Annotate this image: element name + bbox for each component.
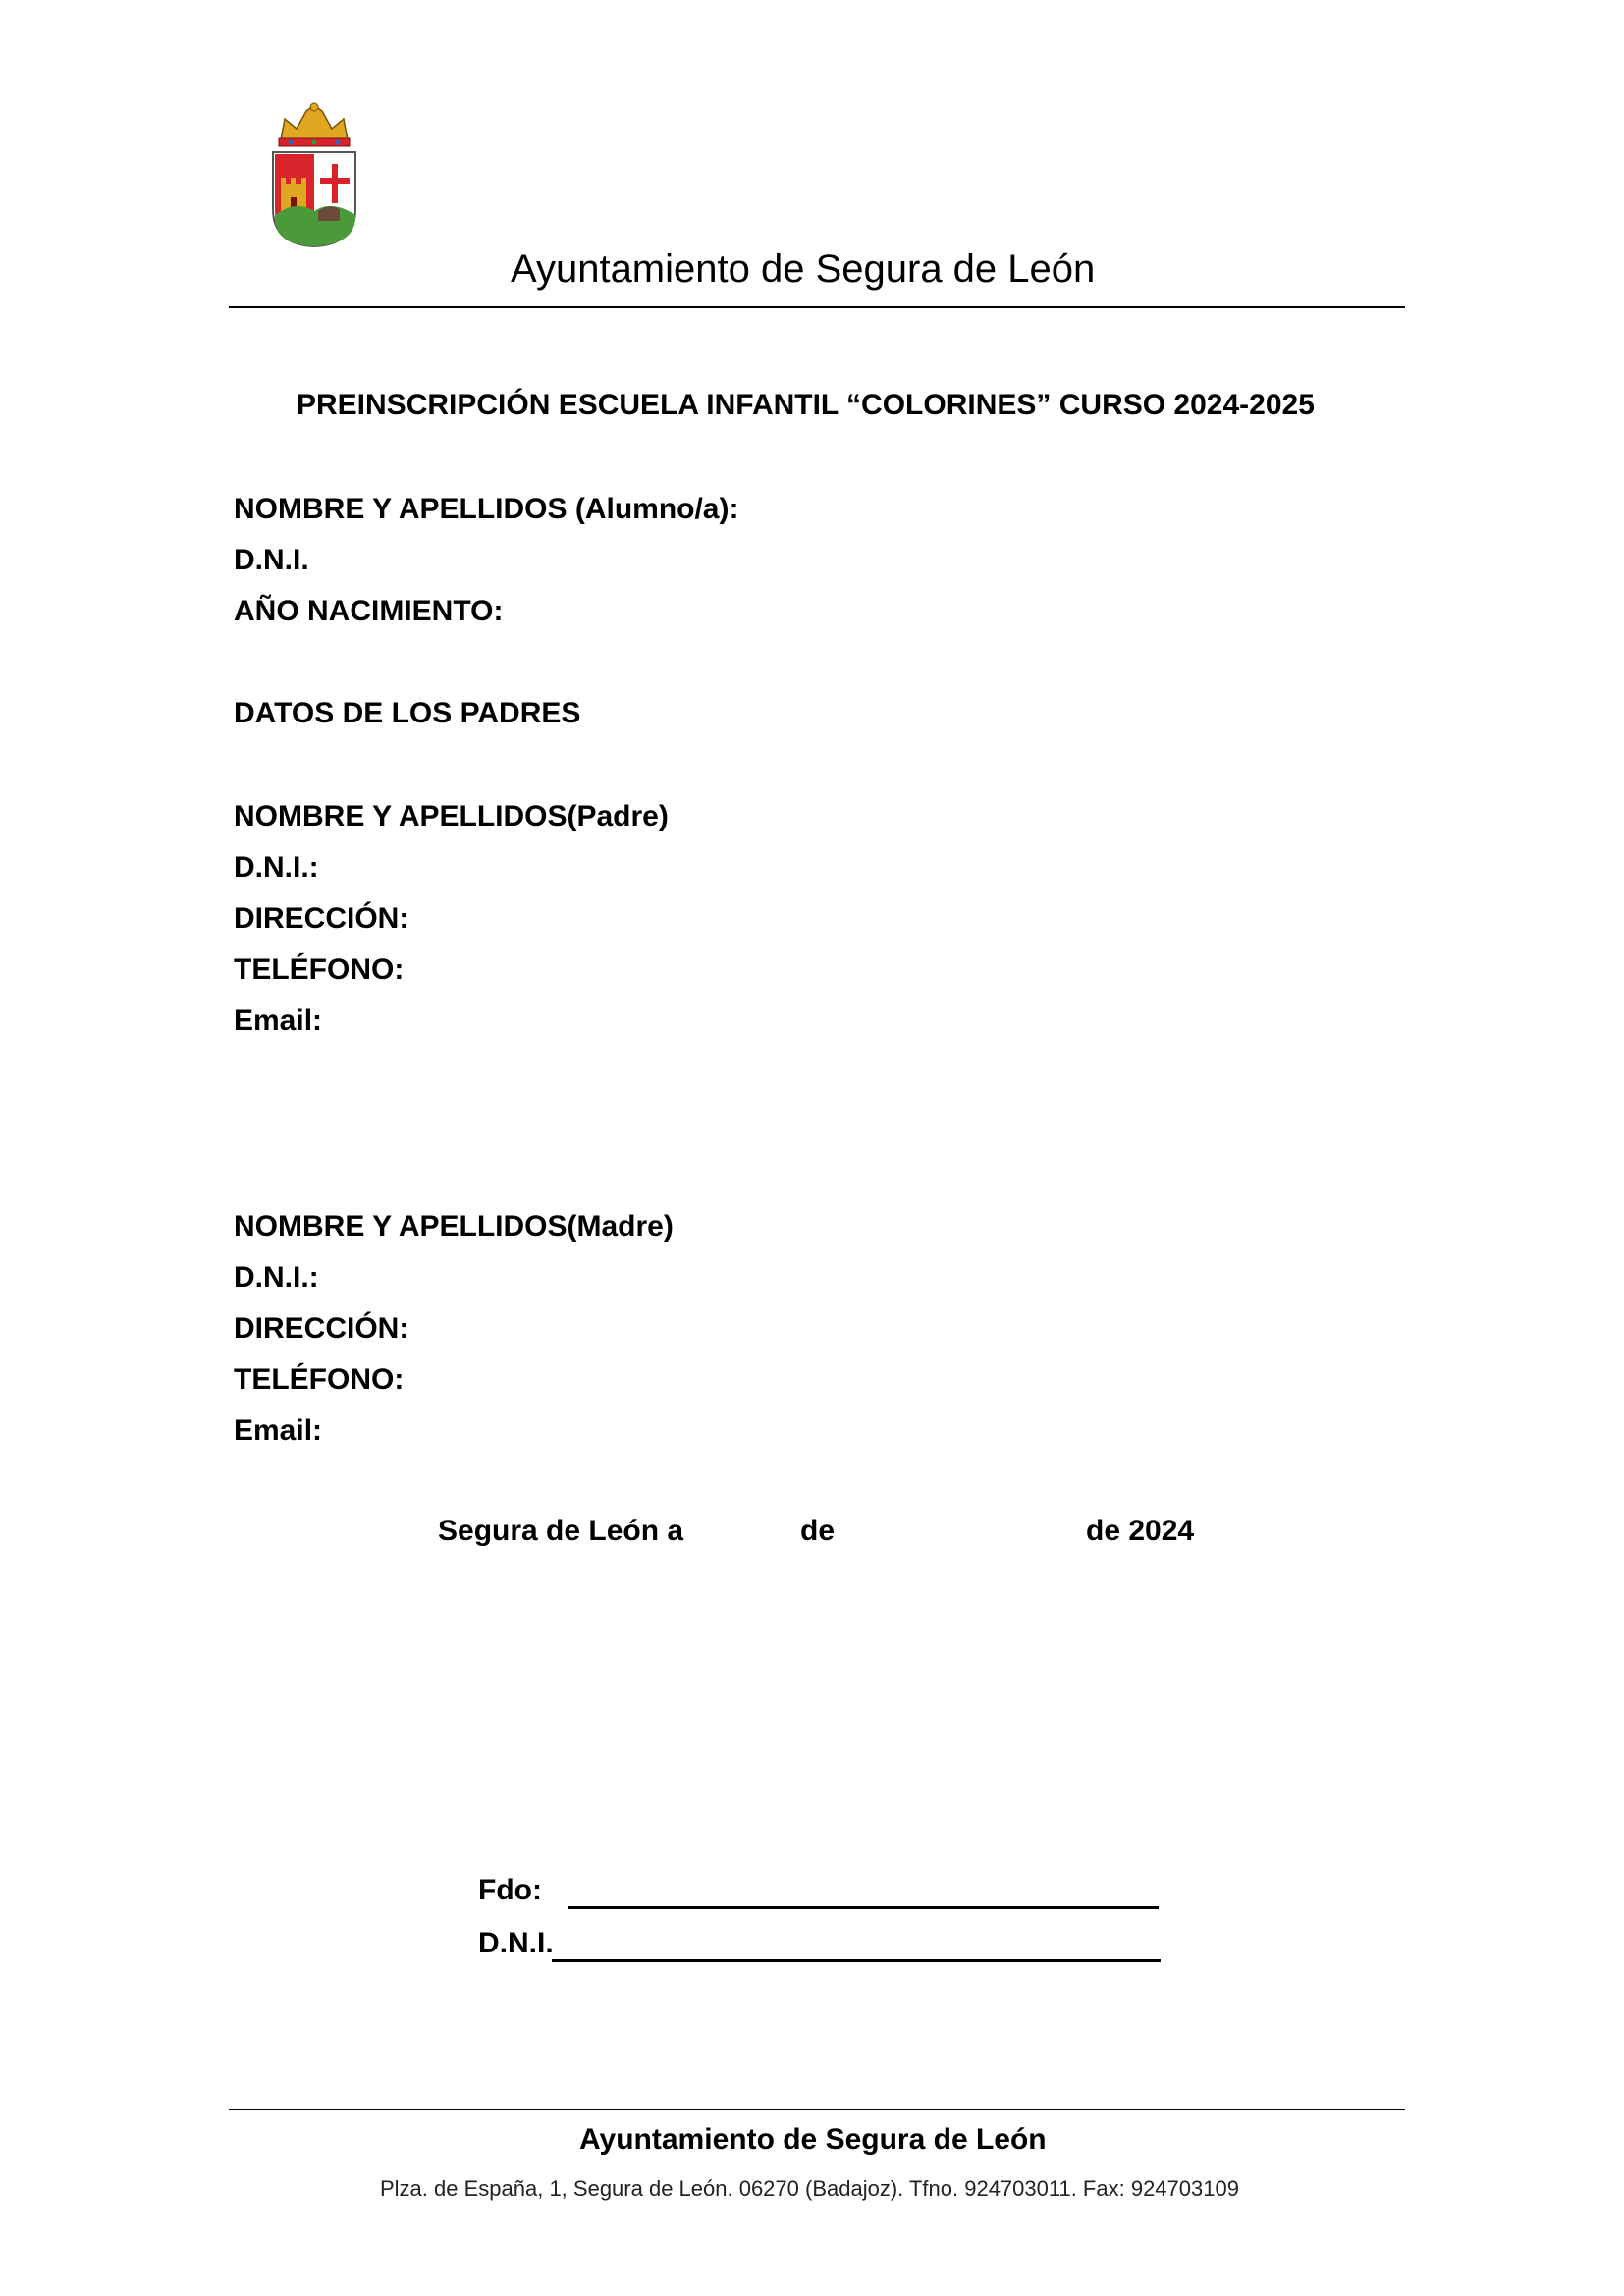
- header-title: Ayuntamiento de Segura de León: [511, 247, 1096, 291]
- father-phone-label: TELÉFONO:: [234, 953, 405, 986]
- mother-dni-label: D.N.I.:: [234, 1261, 319, 1294]
- footer-divider: [229, 2109, 1405, 2110]
- signature-line: [568, 1906, 1159, 1909]
- place-date-place: Segura de León a: [438, 1515, 684, 1547]
- signature-dni-label: D.N.I.: [478, 1927, 554, 1959]
- father-address-label: DIRECCIÓN:: [234, 902, 409, 934]
- place-date-year: de 2024: [1086, 1515, 1195, 1547]
- mother-phone-label: TELÉFONO:: [234, 1363, 405, 1396]
- student-name-label: NOMBRE Y APELLIDOS (Alumno/a):: [234, 493, 739, 525]
- father-email-label: Email:: [234, 1004, 323, 1037]
- father-dni-label: D.N.I.:: [234, 851, 319, 883]
- mother-address-label: DIRECCIÓN:: [234, 1312, 409, 1345]
- footer-address: Plza. de España, 1, Segura de León. 06270 (Badajoz). Tfno. 924703011. Fax: 924703109: [380, 2176, 1239, 2201]
- signature-dni-line: [552, 1959, 1161, 1962]
- footer-title: Ayuntamiento de Segura de León: [579, 2123, 1047, 2156]
- mother-email-label: Email:: [234, 1415, 323, 1447]
- student-dni-label: D.N.I.: [234, 544, 309, 576]
- student-birth-year-label: AÑO NACIMIENTO:: [234, 595, 504, 627]
- signature-label: Fdo:: [478, 1874, 542, 1906]
- place-date-de: de: [800, 1515, 836, 1547]
- header-divider: [229, 306, 1405, 308]
- father-name-label: NOMBRE Y APELLIDOS(Padre): [234, 800, 669, 832]
- document-title: PREINSCRIPCIÓN ESCUELA INFANTIL “COLORINES” CURSO 2024-2025: [297, 389, 1315, 421]
- parents-heading: DATOS DE LOS PADRES: [234, 697, 581, 729]
- coat-of-arms-icon: [267, 101, 361, 248]
- mother-name-label: NOMBRE Y APELLIDOS(Madre): [234, 1210, 674, 1243]
